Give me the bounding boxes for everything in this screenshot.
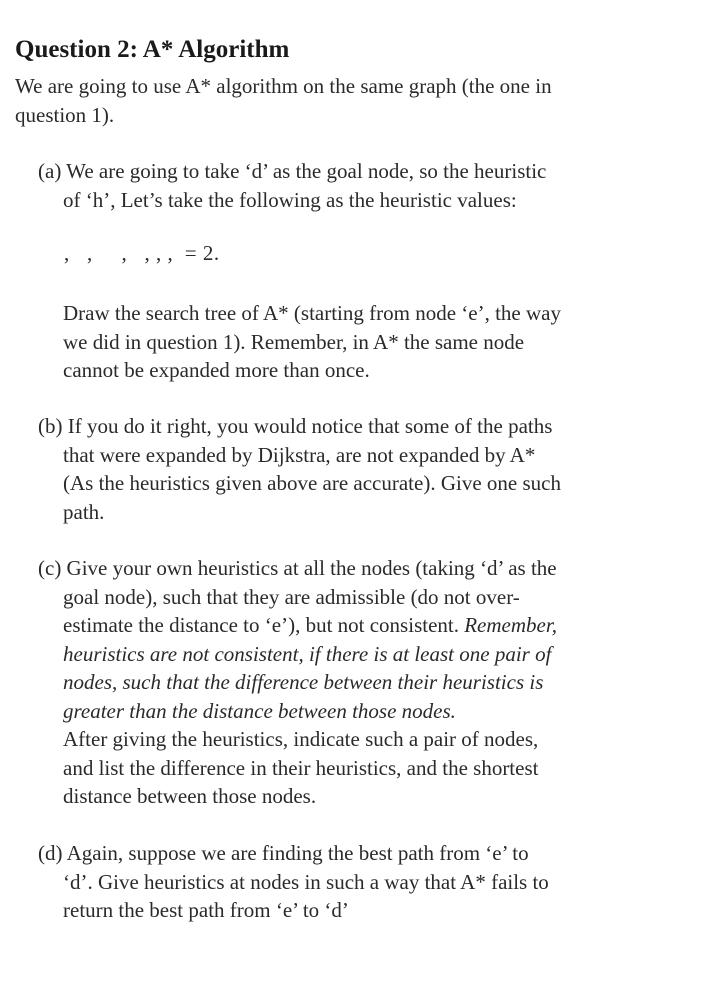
part-c-italic-line: greater than the distance between those nodes. [63, 698, 456, 723]
part-d-line: ‘d’. Give heuristics at nodes in such a way that A* fails to [63, 869, 549, 894]
part-d-line: (d) Again, suppose we are finding the best path from ‘e’ to [38, 841, 529, 865]
part-a-draw-line: cannot be expanded more than once. [63, 358, 370, 382]
part-c-line: (c) Give your own heuristics at all the nodes (taking ‘d’ as the [38, 556, 557, 580]
part-c-italic-line: nodes, such that the difference between their heuristics is [63, 670, 544, 694]
part-c-line [38, 611, 658, 640]
part-c [38, 554, 658, 811]
part-c-after-line: and list the difference in their heuristics, and the shortest [63, 755, 539, 780]
part-c-line3-plain: estimate the distance to ‘e’), but not consistent. [63, 613, 465, 637]
part-b-line: (As the heuristics given above are accurate). Give one such [63, 471, 561, 495]
part-c-after-line: After giving the heuristics, indicate such a pair of nodes, [63, 727, 539, 751]
part-c-italic-line: heuristics are not consistent, if there is at least one pair of [63, 641, 552, 666]
part-a-line: (a) We are going to take ‘d’ as the goal node, so the heuristic [38, 159, 547, 183]
part-a-draw-line: we did in question 1). Remember, in A* the same node [63, 329, 525, 354]
part-a-draw-line: Draw the search tree of A* (starting from node ‘e’, the way [63, 301, 561, 325]
intro-line: question 1). [15, 102, 115, 127]
question-title: Question 2: A* Algorithm [15, 36, 290, 63]
part-c-after-line: distance between those nodes. [63, 784, 317, 808]
heuristic-formula: , , , , , , = 2. [64, 241, 220, 265]
part-b-line: that were expanded by Dijkstra, are not expanded by A* [63, 442, 536, 467]
intro-line: We are going to use A* algorithm on the same graph (the one in [15, 74, 552, 98]
part-d [38, 839, 658, 925]
part-a-instructions [38, 299, 658, 385]
part-a-line: of ‘h’, Let’s take the following as the heuristic values: [63, 187, 517, 212]
question-intro [15, 72, 675, 129]
part-b [38, 412, 658, 526]
part-c-line: goal node), such that they are admissible (do not over- [63, 584, 520, 609]
part-b-line: (b) If you do it right, you would notice that some of the paths [38, 414, 553, 438]
part-c-remember: Remember, [464, 613, 557, 637]
part-b-line: path. [63, 499, 105, 524]
part-d-line: return the best path from ‘e’ to ‘d’ [63, 898, 349, 922]
part-a [38, 157, 658, 214]
